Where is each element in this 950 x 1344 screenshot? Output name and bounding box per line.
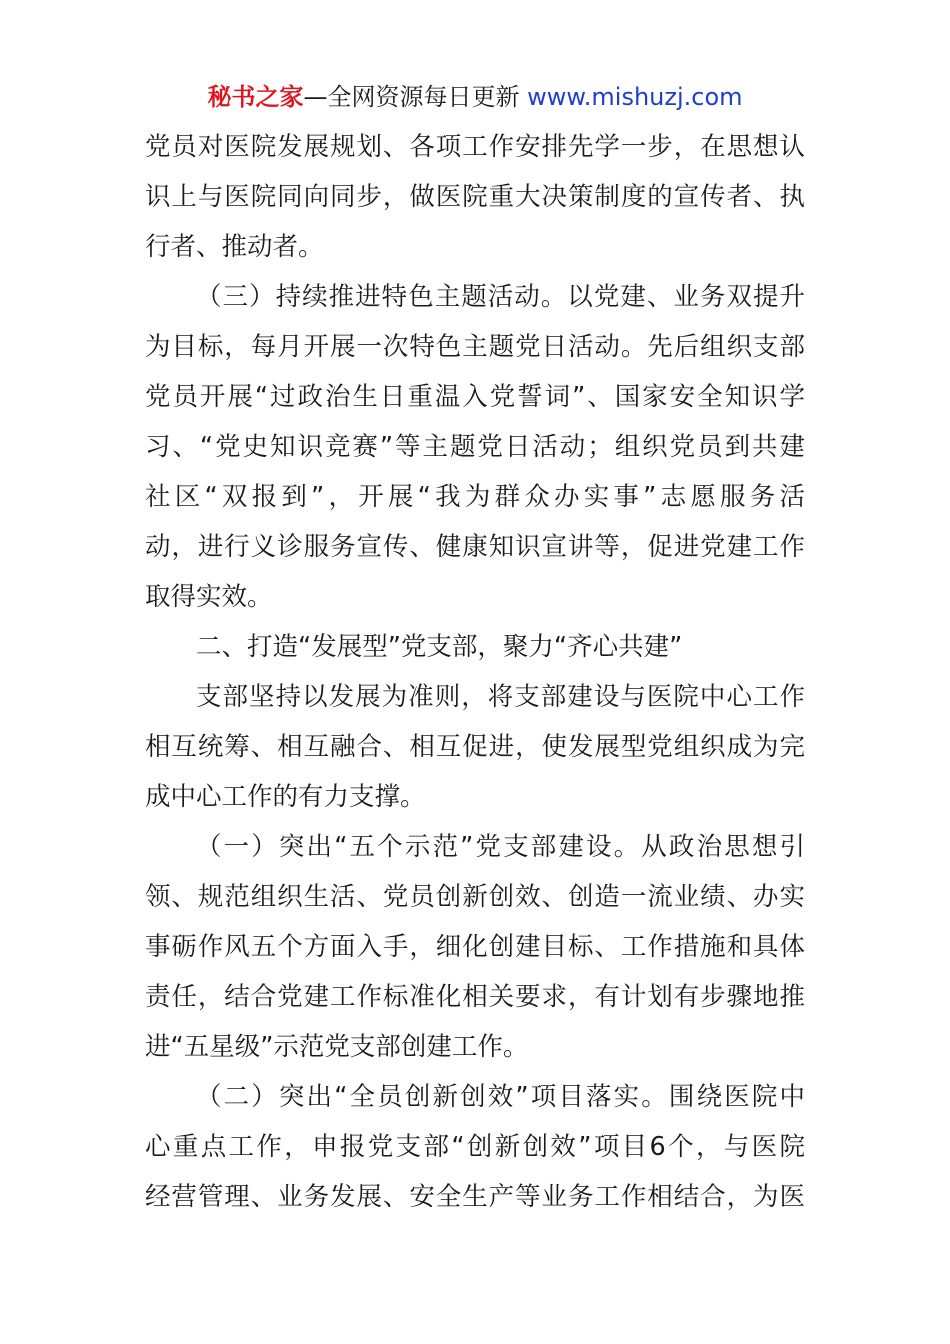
paragraph-line: 社区“双报到”，开展“我为群众办实事”志愿服务活 <box>145 482 805 512</box>
paragraph-line: （三）持续推进特色主题活动。以党建、业务双提升 <box>196 282 805 312</box>
site-tagline: —全网资源每日更新 <box>303 83 528 111</box>
paragraph-line: 成中心工作的有力支撑。 <box>145 782 426 812</box>
document-body <box>145 122 805 1222</box>
site-header <box>0 80 950 114</box>
site-brand: 秘书之家 <box>207 83 304 111</box>
paragraph-line: 相互统筹、相互融合、相互促进，使发展型党组织成为完 <box>145 732 805 762</box>
section-heading: 二、打造“发展型”党支部，聚力“齐心共建” <box>196 632 683 662</box>
paragraph-line: （一）突出“五个示范”党支部建设。从政治思想引 <box>196 832 805 862</box>
paragraph-line: 经营管理、业务发展、安全生产等业务工作相结合，为医 <box>145 1182 805 1212</box>
paragraph-line: 支部坚持以发展为准则，将支部建设与医院中心工作 <box>196 682 805 712</box>
paragraph-line: 取得实效。 <box>145 582 273 612</box>
paragraph-line: 心重点工作，申报党支部“创新创效”项目6个，与医院 <box>145 1132 805 1162</box>
paragraph-line: 为目标，每月开展一次特色主题党日活动。先后组织支部 <box>145 332 805 362</box>
paragraph-line: 党员对医院发展规划、各项工作安排先学一步，在思想认 <box>145 132 805 162</box>
paragraph-line: 进“五星级”示范党支部创建工作。 <box>145 1032 529 1062</box>
paragraph-line: 行者、推动者。 <box>145 232 324 262</box>
paragraph-line: 事砺作风五个方面入手，细化创建目标、工作措施和具体 <box>145 932 805 962</box>
paragraph-line: 动，进行义诊服务宣传、健康知识宣讲等，促进党建工作 <box>145 532 805 562</box>
paragraph-line: 党员开展“过政治生日重温入党誓词”、国家安全知识学 <box>145 382 805 412</box>
paragraph-line: 识上与医院同向同步，做医院重大决策制度的宣传者、执 <box>145 182 805 212</box>
paragraph-line: 习、“党史知识竞赛”等主题党日活动；组织党员到共建 <box>145 432 805 462</box>
paragraph-line: 领、规范组织生活、党员创新创效、创造一流业绩、办实 <box>145 882 805 912</box>
site-url-link[interactable]: www.mishuzj.com <box>527 83 743 111</box>
paragraph-line: （二）突出“全员创新创效”项目落实。围绕医院中 <box>196 1082 805 1112</box>
paragraph-line: 责任，结合党建工作标准化相关要求，有计划有步骤地推 <box>145 982 805 1012</box>
